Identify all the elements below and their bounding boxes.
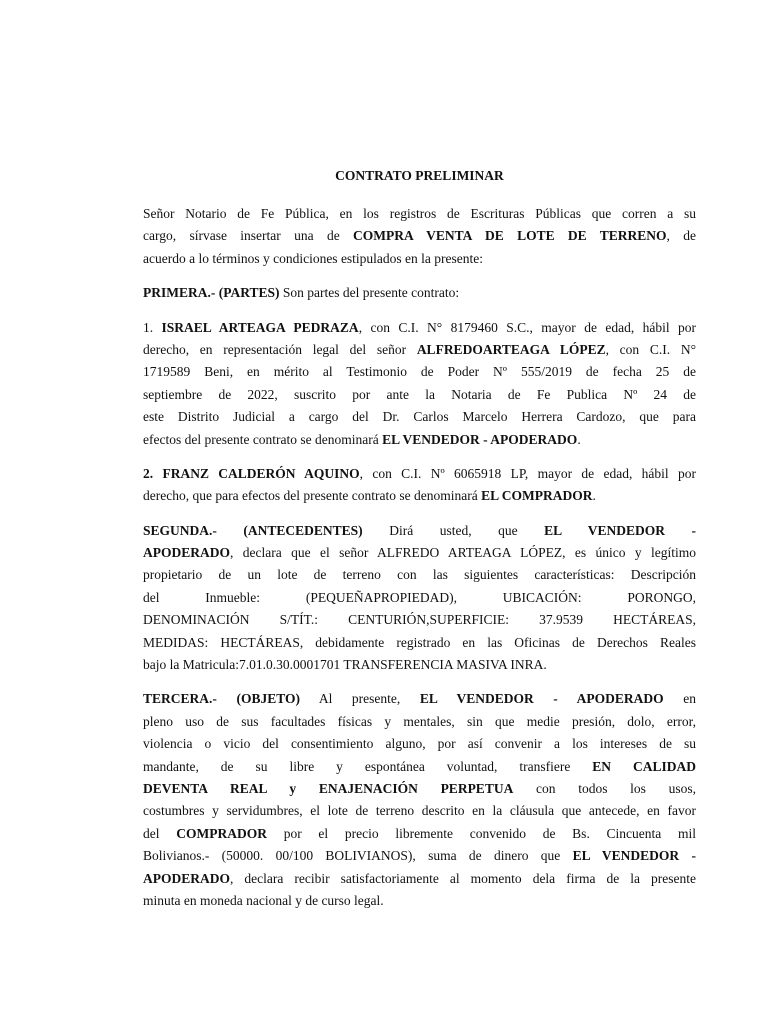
text-line bbox=[143, 339, 696, 361]
text-run: , con C.I. N° 8179460 S.C., mayor de edad, hábil por bbox=[358, 319, 697, 335]
bold-text: COMPRADOR bbox=[176, 825, 267, 841]
bold-text: APODERADO bbox=[143, 545, 230, 561]
text-line bbox=[143, 868, 696, 890]
text-run: DENOMINACIÓN S/TÍT.: CENTURIÓN,SUPERFICIE: 37.9539 HECTÁREAS, bbox=[143, 612, 696, 628]
text-run: del bbox=[143, 825, 177, 841]
text-run: , con C.I. Nº 6065918 LP, mayor de edad, hábil por bbox=[359, 465, 696, 481]
text-run: minuta en moneda nacional y de curso legal. bbox=[143, 892, 384, 908]
bold-text: EL VENDEDOR - bbox=[572, 848, 696, 864]
text-run: Señor Notario de Fe Pública, en los registros de Escrituras Públicas que corren a su bbox=[143, 206, 696, 221]
text-line bbox=[143, 248, 696, 270]
text-line bbox=[143, 688, 696, 710]
text-line bbox=[143, 282, 696, 304]
text-run: septiembre de 2022, suscrito por ante la Notaria de Fe Publica Nº 24 de bbox=[143, 386, 696, 402]
text-run: propietario de un lote de terreno con las siguientes características: Descripción bbox=[143, 567, 696, 583]
text-run: en bbox=[663, 691, 696, 707]
bold-text: ISRAEL ARTEAGA PEDRAZA bbox=[161, 319, 359, 335]
text-run: por el precio libremente convenido de Bs. Cincuenta mil bbox=[266, 825, 696, 841]
text-line bbox=[143, 203, 696, 225]
text-line bbox=[143, 317, 696, 339]
text-run: costumbres y servidumbres, el lote de terreno descrito en la cláusula que antecede, en favor bbox=[143, 803, 696, 819]
bold-text: COMPRA VENTA DE LOTE DE TERRENO bbox=[353, 228, 667, 244]
text-run: MEDIDAS: HECTÁREAS, debidamente registrado en las Oficinas de Derechos Reales bbox=[143, 634, 696, 650]
text-run: acuerdo a lo términos y condiciones estipulados en la presente: bbox=[143, 250, 484, 266]
contract-paragraph bbox=[143, 282, 696, 304]
text-run: efectos del presente contrato se denominará bbox=[143, 431, 383, 447]
bold-text: SEGUNDA.- (ANTECEDENTES) bbox=[143, 522, 363, 538]
text-run: bajo la Matricula:7.01.0.30.0001701 TRANSFERENCIA MASIVA INRA. bbox=[143, 657, 547, 673]
text-run: , con C.I. N° bbox=[605, 341, 697, 357]
text-run: derecho, que para efectos del presente contrato se denominará bbox=[143, 488, 482, 504]
text-line bbox=[143, 429, 696, 451]
text-line bbox=[143, 733, 696, 755]
contract-paragraph bbox=[143, 463, 696, 508]
text-run: , de bbox=[666, 228, 697, 244]
text-line bbox=[143, 564, 696, 586]
text-line bbox=[143, 823, 696, 845]
text-run: violencia o vicio del consentimiento alguno, por así convenir a los intereses de su bbox=[143, 736, 696, 752]
text-run: mandante, de su libre y espontánea voluntad, transfiere bbox=[143, 758, 593, 774]
text-run: 1719589 Beni, en mérito al Testimonio de Poder Nº 555/2019 de fecha 25 de bbox=[143, 364, 696, 380]
text-run: Son partes del presente contrato: bbox=[279, 285, 460, 301]
text-line bbox=[143, 609, 696, 631]
text-run: Al presente, bbox=[299, 691, 420, 707]
text-run: , declara recibir satisfactoriamente al momento dela firma de la presente bbox=[230, 870, 696, 886]
text-run: , declara que el señor ALFREDO ARTEAGA LÓPEZ, es único y legítimo bbox=[230, 545, 696, 561]
contract-paragraph bbox=[143, 520, 696, 677]
bold-text: EN CALIDAD bbox=[592, 758, 696, 774]
text-line bbox=[143, 845, 696, 867]
text-line bbox=[143, 406, 696, 428]
bold-text: ALFREDOARTEAGA LÓPEZ bbox=[416, 341, 606, 357]
document-title: CONTRATO PRELIMINAR bbox=[335, 168, 504, 183]
document-body bbox=[143, 203, 696, 924]
bold-text: EL COMPRADOR bbox=[481, 488, 593, 504]
text-line bbox=[143, 654, 696, 676]
text-run: con todos los usos, bbox=[513, 780, 696, 796]
text-line bbox=[143, 463, 696, 485]
text-run: . bbox=[577, 431, 581, 447]
text-run: 1. bbox=[143, 319, 162, 335]
contract-paragraph bbox=[143, 317, 696, 451]
bold-text: TERCERA.- (OBJETO) bbox=[143, 691, 300, 707]
text-line bbox=[143, 800, 696, 822]
bold-text: PRIMERA.- (PARTES) bbox=[143, 285, 280, 301]
text-run: derecho, en representación legal del señor bbox=[143, 341, 417, 357]
text-run: cargo, sírvase insertar una de bbox=[143, 228, 354, 244]
text-line bbox=[143, 542, 696, 564]
text-run: este Distrito Judicial a cargo del Dr. Carlos Marcelo Herrera Cardozo, que para bbox=[143, 409, 696, 425]
bold-text: 2. FRANZ CALDERÓN AQUINO bbox=[143, 465, 360, 481]
text-line bbox=[143, 756, 696, 778]
text-line bbox=[143, 890, 696, 912]
bold-text: EL VENDEDOR - bbox=[544, 522, 696, 538]
bold-text: DEVENTA REAL y ENAJENACIÓN PERPETUA bbox=[143, 780, 514, 796]
text-run: . bbox=[592, 488, 596, 504]
text-line bbox=[143, 384, 696, 406]
text-run: del Inmueble: (PEQUEÑAPROPIEDAD), UBICACIÓN: PORONGO, bbox=[143, 589, 696, 605]
text-run: Bolivianos.- (50000. 00/100 BOLIVIANOS), suma de dinero que bbox=[143, 848, 573, 864]
text-line bbox=[143, 632, 696, 654]
text-run: Dirá usted, que bbox=[362, 522, 545, 538]
text-line bbox=[143, 778, 696, 800]
text-line bbox=[143, 485, 696, 507]
text-line bbox=[143, 711, 696, 733]
contract-paragraph bbox=[143, 688, 696, 912]
text-line bbox=[143, 225, 696, 247]
bold-text: EL VENDEDOR - APODERADO bbox=[419, 691, 664, 707]
text-run: pleno uso de sus facultades físicas y mentales, sin que medie presión, dolo, error, bbox=[143, 713, 696, 729]
text-line bbox=[143, 520, 696, 542]
text-line bbox=[143, 587, 696, 609]
bold-text: APODERADO bbox=[143, 870, 230, 886]
contract-paragraph bbox=[143, 203, 696, 270]
text-line bbox=[143, 361, 696, 383]
bold-text: EL VENDEDOR - APODERADO bbox=[382, 431, 578, 447]
